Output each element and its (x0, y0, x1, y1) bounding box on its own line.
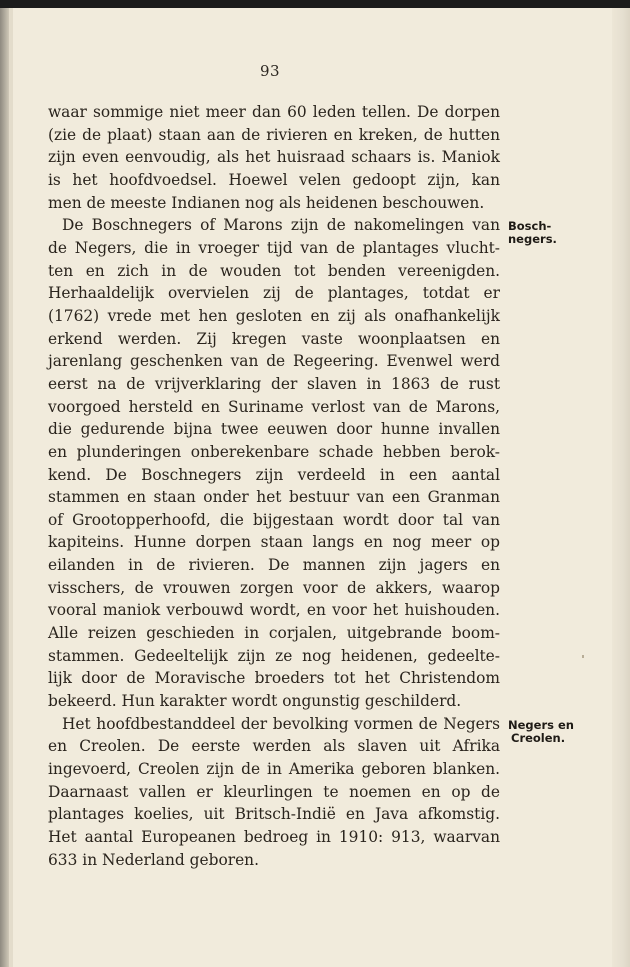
text-line: Daarnaast vallen er kleurlingen te noemen en op de (48, 782, 500, 801)
margin-note-boschnegers (508, 220, 557, 246)
text-line: (1762) vrede met hen gesloten en zij als onafhankelijk (48, 306, 500, 325)
text-line: en plunderingen onberekenbare schade hebben berok- (48, 442, 500, 461)
text-line: Het aantal Europeanen bedroeg in 1910: 913, waarvan (48, 828, 500, 846)
text-line: 633 in Nederland geboren. (48, 850, 259, 869)
text-line: is het hoofdvoedsel. Hoewel velen gedoopt zijn, kan (48, 170, 500, 189)
text-line: eerst na de vrijverklaring der slaven in 1863 de rust (48, 374, 500, 393)
text-line: bekeerd. Hun karakter wordt ongunstig geschilderd. (48, 692, 462, 711)
page-edge (612, 8, 630, 967)
text-line: eilanden in de rivieren. De mannen zijn jagers en (48, 556, 500, 575)
text-line: zijn even eenvoudig, als het huisraad schaars is. Maniok (48, 148, 500, 167)
text-line: visschers, de vrouwen zorgen voor de akkers, waarop (48, 578, 500, 597)
scan-top-border (0, 0, 630, 8)
text-line: of Grootopperhoofd, die bijgestaan wordt door tal van (48, 510, 500, 529)
margin-note-negers-creolen (508, 719, 574, 745)
text-line: jarenlang geschenken van de Regeering. Evenwel werd (48, 352, 500, 371)
page-number: 93 (259, 62, 281, 80)
text-line: men de meeste Indianen nog als heidenen beschouwen. (48, 193, 485, 212)
text-line: vooral maniok verbouwd wordt, en voor het huishouden. (48, 601, 500, 620)
paper-speck (582, 655, 584, 658)
text-line: kapiteins. Hunne dorpen staan langs en nog meer op (48, 533, 500, 552)
text-line: Het hoofdbestanddeel der bevolking vormen de Negers (62, 714, 500, 733)
text-line: Herhaaldelijk overvielen zij de plantages, totdat er (48, 284, 500, 303)
text-line: die gedurende bijna twee eeuwen door hunne invallen (48, 420, 500, 439)
book-gutter (9, 8, 13, 967)
text-line: de Negers, die in vroeger tijd van de plantages vlucht- (48, 238, 500, 257)
margin-note-line: Creolen. (511, 731, 566, 745)
text-line: Alle reizen geschieden in corjalen, uitgebrande boom- (48, 624, 500, 643)
text-line: kend. De Boschnegers zijn verdeeld in een aantal (48, 465, 500, 484)
margin-note-line: Bosch- (508, 219, 552, 233)
text-line: De Boschnegers of Marons zijn de nakomelingen van (62, 216, 500, 235)
text-line: voorgoed hersteld en Suriname verlost van de Marons, (48, 397, 500, 416)
text-line: (zie de plaat) staan aan de rivieren en kreken, de hutten (48, 125, 500, 144)
text-line: erkend werden. Zij kregen vaste woonplaatsen en (48, 329, 500, 348)
text-line: waar sommige niet meer dan 60 leden tellen. De dorpen (48, 103, 500, 121)
text-line: ten en zich in de wouden tot benden vereenigden. (48, 261, 500, 280)
body-text (48, 101, 500, 871)
text-line: ingevoerd, Creolen zijn de in Amerika geboren blanken. (48, 760, 500, 779)
book-spine-shadow (0, 8, 9, 967)
text-line: stammen. Gedeeltelijk zijn ze nog heidenen, gedeelte- (48, 646, 500, 665)
margin-note-line: negers. (508, 232, 557, 246)
text-line: lijk door de Moravische broeders tot het Christendom (48, 669, 500, 688)
text-line: stammen en staan onder het bestuur van een Granman (48, 488, 500, 507)
text-line: en Creolen. De eerste werden als slaven uit Afrika (48, 737, 500, 756)
margin-note-line: Negers en (508, 718, 574, 732)
text-line: plantages koelies, uit Britsch-Indië en Java afkomstig. (48, 805, 500, 824)
